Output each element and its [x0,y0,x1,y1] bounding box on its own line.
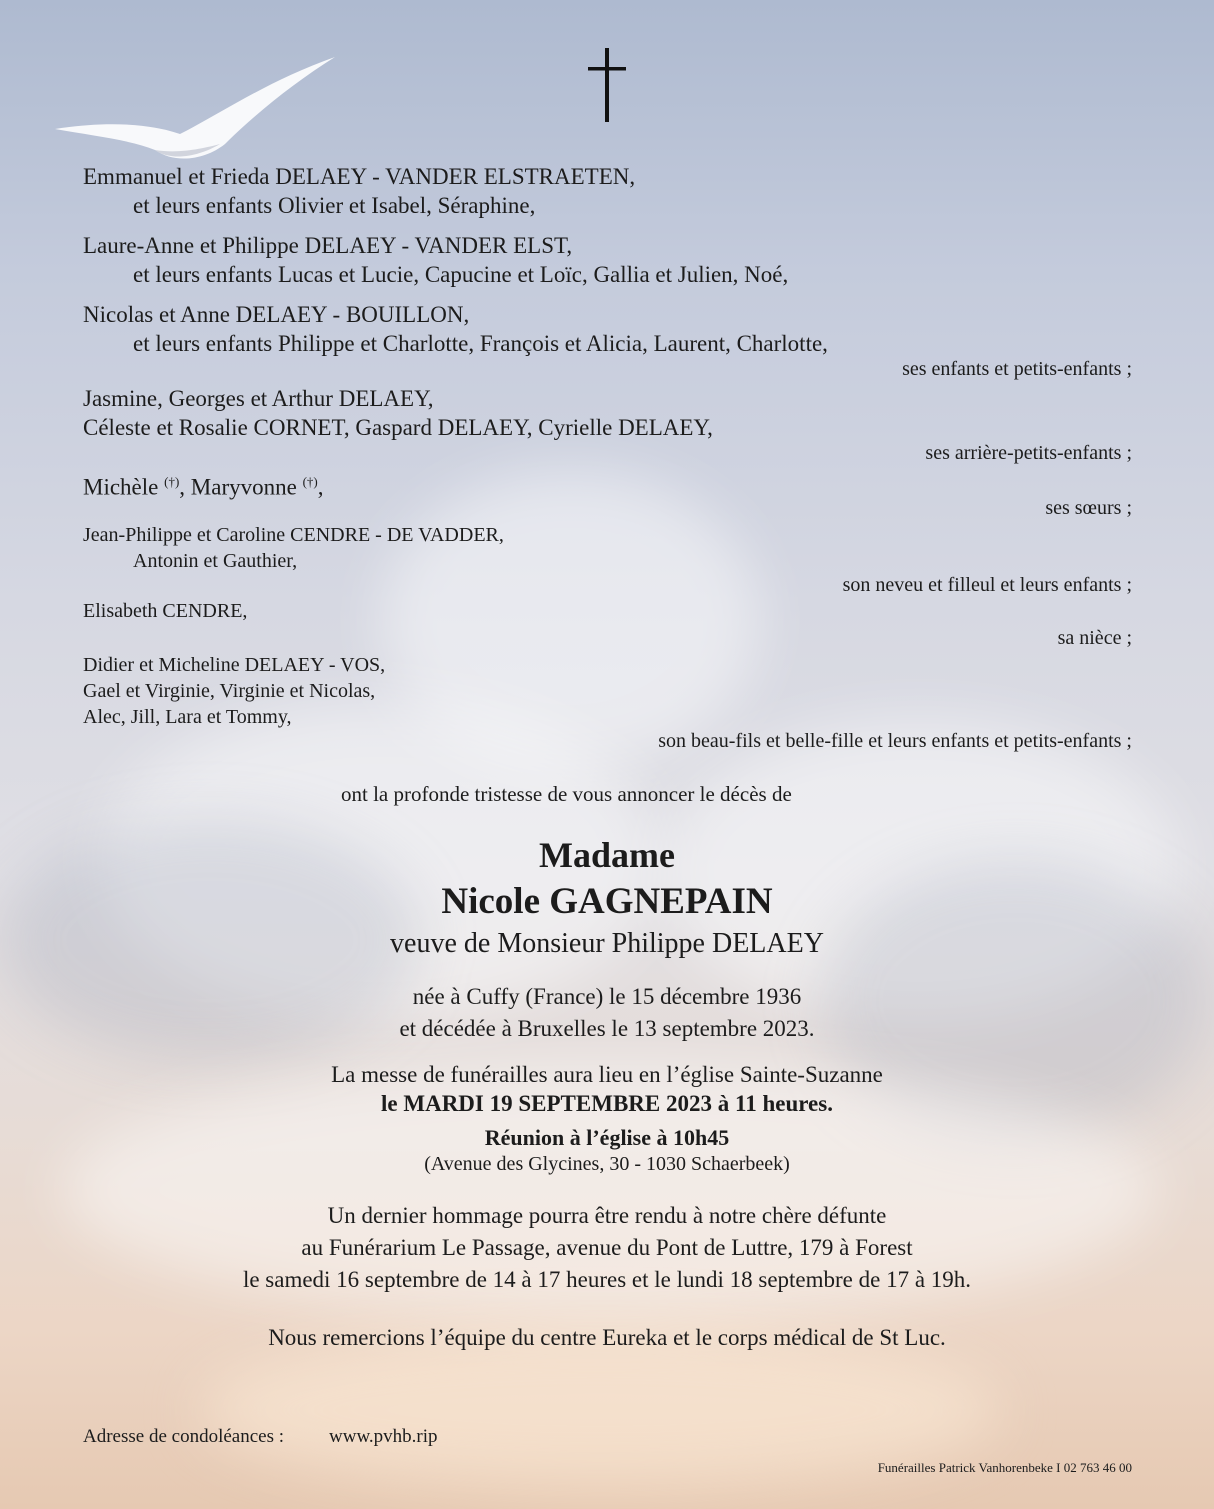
deceased-name: Nicole GAGNEPAIN [441,881,773,922]
relation-label: sa nièce ; [1057,627,1132,649]
tribute-info [0,1200,1214,1296]
condolences-link[interactable]: www.pvhb.rip [329,1426,438,1447]
family-line: Gael et Virginie, Virginie et Nicolas, [83,680,376,702]
family-line: Jasmine, Georges et Arthur DELAEY, [83,386,434,411]
family-group-2 [83,231,788,289]
separator: , [317,474,324,500]
tribute-line: Un dernier hommage pourra être rendu à notre chère défunte [327,1203,887,1228]
cross-icon [583,48,631,124]
funeral-home-credit: Funérailles Patrick Vanhorenbeke I 02 763 46 00 [877,1460,1132,1475]
widow-line: veuve de Monsieur Philippe DELAEY [390,928,824,959]
thanks-text: Nous remercions l’équipe du centre Eureka et le corps médical de St Luc. [268,1325,946,1350]
birth-line: née à Cuffy (France) le 15 décembre 1936 [412,984,802,1009]
tribute-line: le samedi 16 septembre de 14 à 17 heures et le lundi 18 septembre de 17 à 19h. [242,1267,972,1292]
deceased-title: Madame [539,835,675,875]
relation-label: ses enfants et petits-enfants ; [902,358,1132,380]
family-line: Nicolas et Anne DELAEY - BOUILLON, [83,302,470,327]
family-group-6 [83,522,504,574]
family-group-5 [83,467,323,502]
deceased-mark: (†) [302,474,318,489]
family-line: Didier et Micheline DELAEY - VOS, [83,654,386,676]
family-group-8 [83,652,385,730]
family-line: Antonin et Gauthier, [133,550,298,572]
relation-label: ses sœurs ; [1045,497,1132,519]
announcement-text: ont la profonde tristesse de vous annoncer le décès de [341,782,792,806]
deceased-mark: (†) [164,474,180,489]
relation-label: ses arrière-petits-enfants ; [925,442,1132,464]
funeral-church: La messe de funérailles aura lieu en l’église Sainte-Suzanne [331,1062,883,1087]
seagull-image [50,52,350,172]
family-line: Emmanuel et Frieda DELAEY - VANDER ELSTRAETEN, [83,164,636,189]
family-group-1 [83,162,635,220]
family-group-4 [83,384,713,442]
sister-name: Michèle [83,474,165,500]
tribute-line: au Funérarium Le Passage, avenue du Pont de Luttre, 179 à Forest [301,1235,913,1260]
relation-label: son neveu et filleul et leurs enfants ; [842,574,1132,596]
family-line: Alec, Jill, Lara et Tommy, [83,706,292,728]
family-line: Elisabeth CENDRE, [83,600,248,622]
family-line: et leurs enfants Philippe et Charlotte, François et Alicia, Laurent, Charlotte, [133,331,828,356]
funeral-info [0,1060,1214,1118]
relation-label: son beau-fils et belle-fille et leurs enfants et petits-enfants ; [658,730,1132,752]
funeral-date: le MARDI 19 SEPTEMBRE 2023 à 11 heures. [381,1091,833,1116]
family-line: et leurs enfants Lucas et Lucie, Capucine et Loïc, Gallia et Julien, Noé, [133,262,789,287]
family-line: Jean-Philippe et Caroline CENDRE - DE VADDER, [83,524,504,546]
death-line: et décédée à Bruxelles le 13 septembre 2023. [399,1016,815,1041]
sister-name: , Maryvonne [179,474,303,500]
birth-death-dates [0,981,1214,1045]
family-line: et leurs enfants Olivier et Isabel, Séraphine, [133,193,536,218]
church-address: (Avenue des Glycines, 30 - 1030 Schaerbeek) [424,1153,790,1175]
family-line: Céleste et Rosalie CORNET, Gaspard DELAEY, Cyrielle DELAEY, [83,415,713,440]
condolences-label: Adresse de condoléances : [83,1426,285,1447]
family-group-3 [83,300,828,358]
meeting-time: Réunion à l’église à 10h45 [484,1125,730,1150]
family-line: Laure-Anne et Philippe DELAEY - VANDER ELST, [83,233,573,258]
